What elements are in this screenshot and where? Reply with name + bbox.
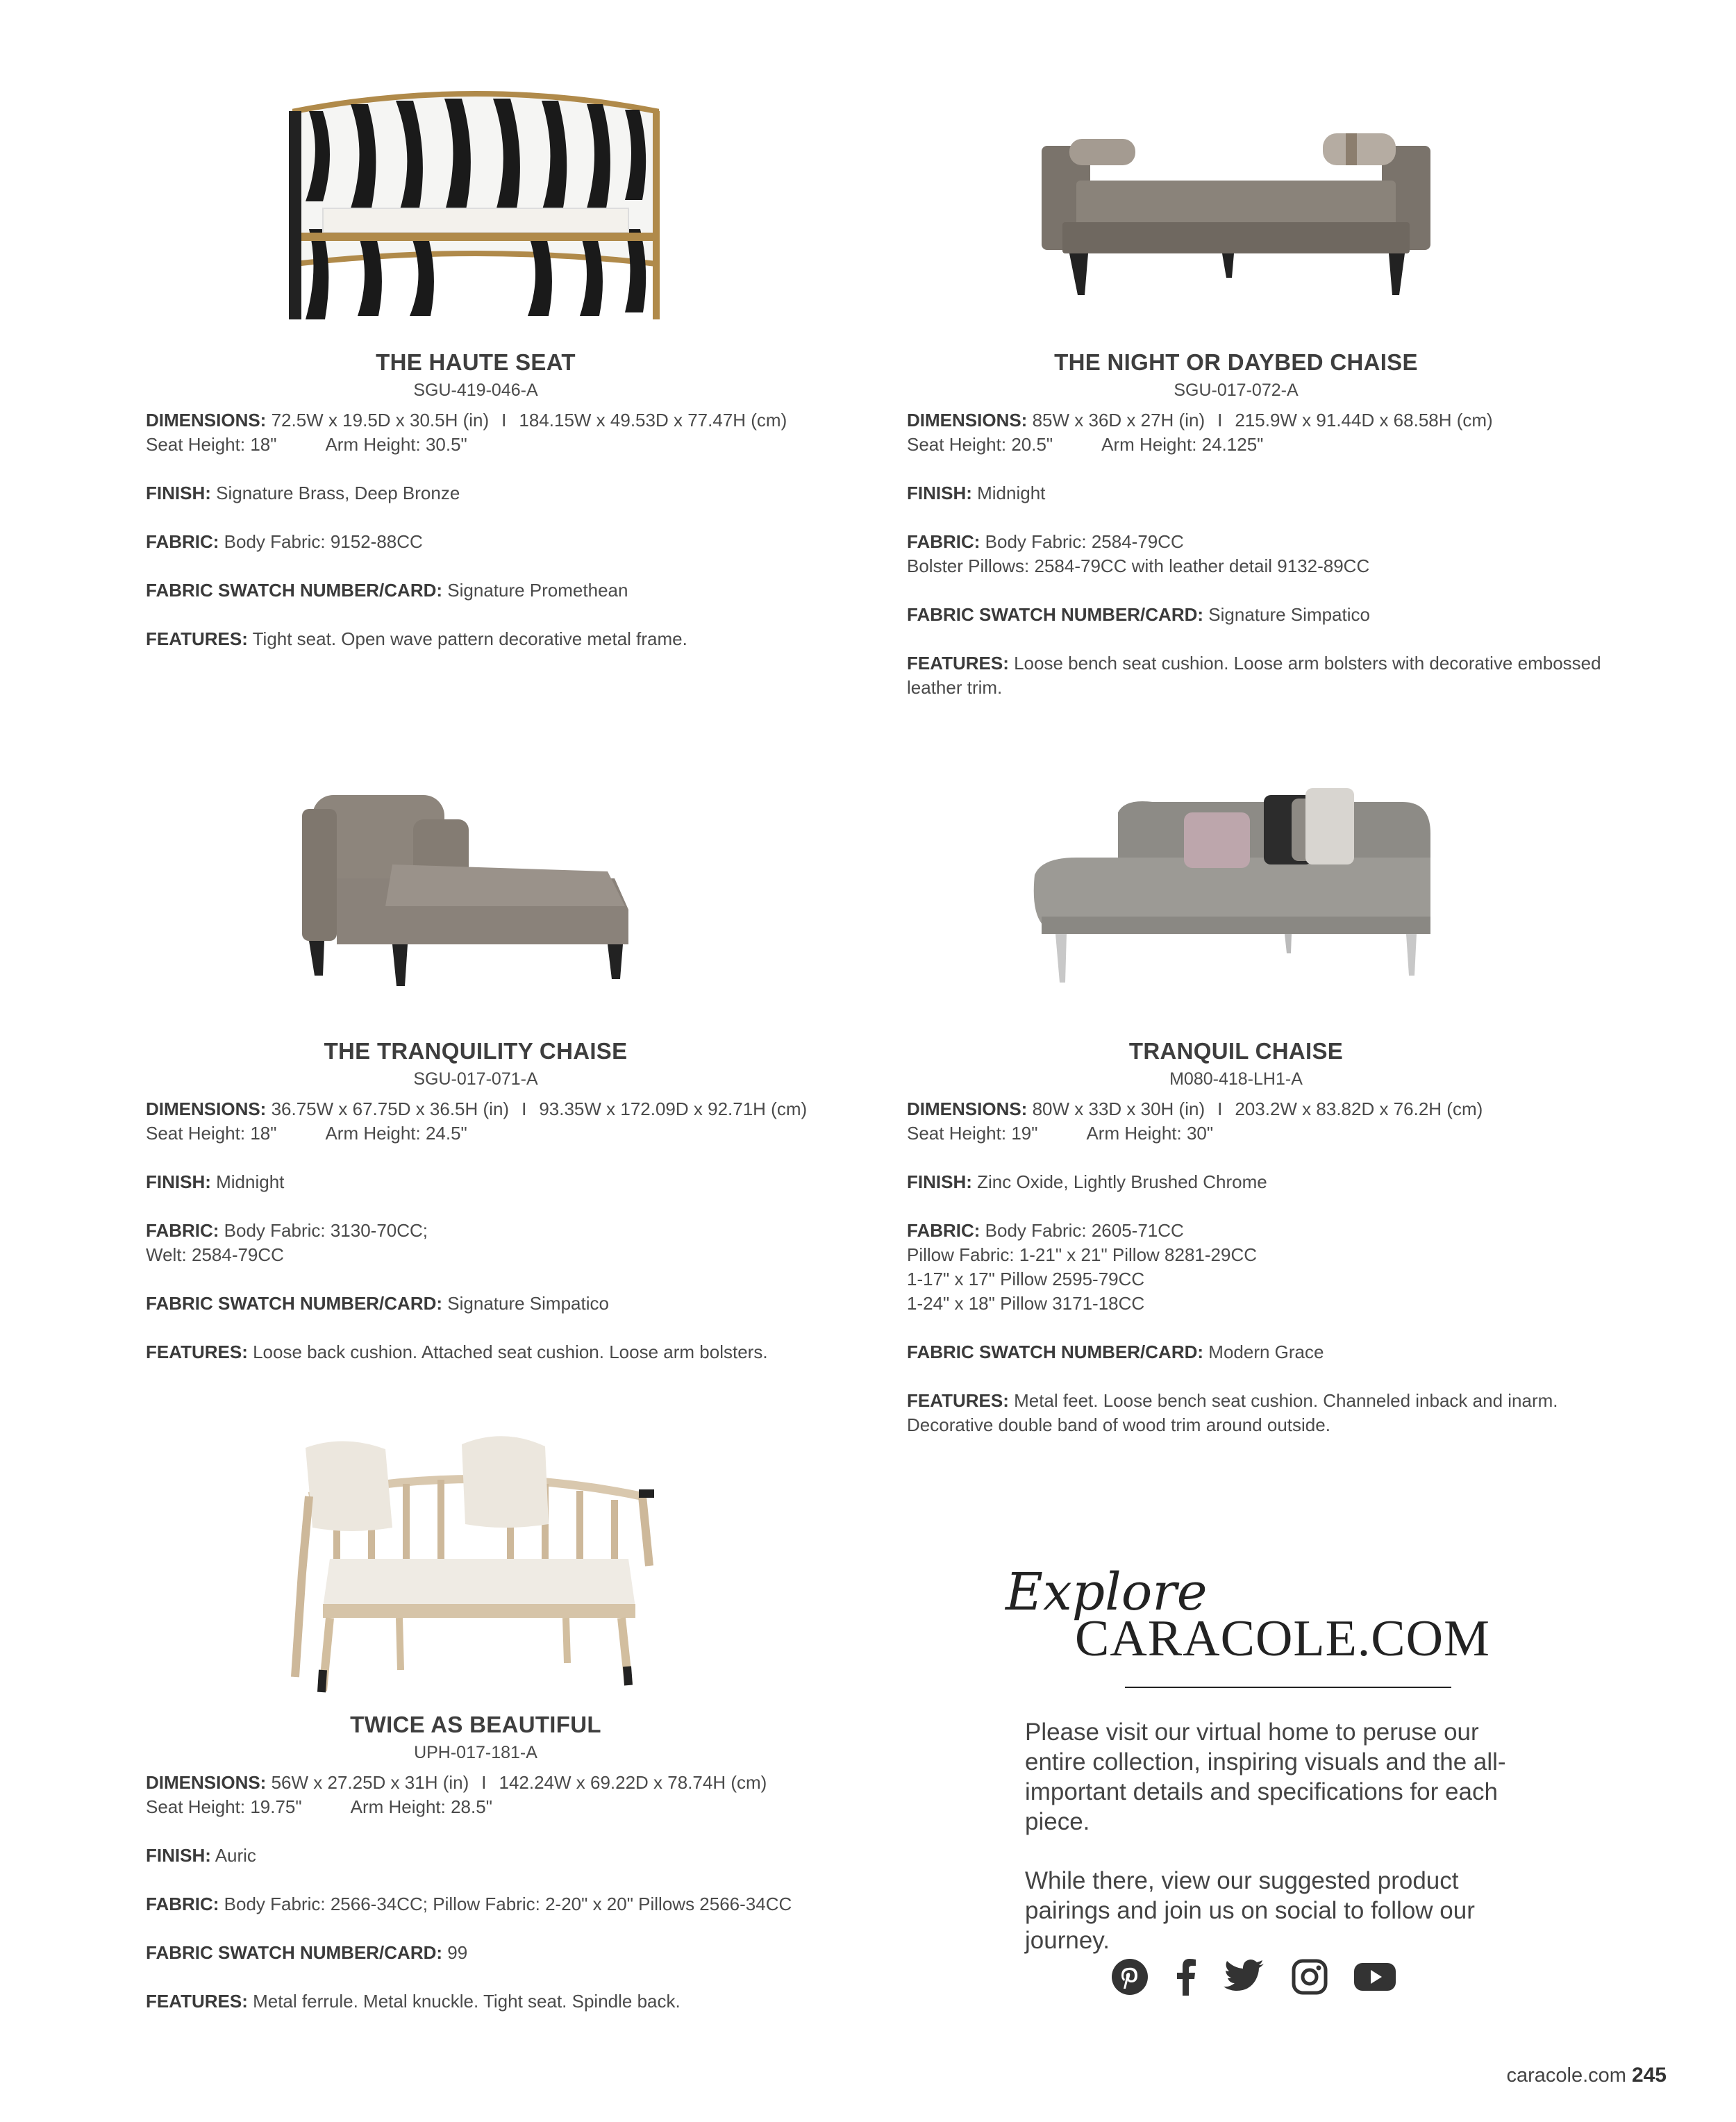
product-title: TWICE AS BEAUTIFUL bbox=[350, 1712, 601, 1737]
explore-paragraph-2: While there, view our suggested product pairings and join us on social to follow our journey. bbox=[1025, 1867, 1475, 1954]
product-code: SGU-017-071-A bbox=[413, 1069, 538, 1089]
explore-divider bbox=[1125, 1687, 1451, 1688]
finish: FINISH: Zinc Oxide, Lightly Brushed Chrome bbox=[907, 1171, 1267, 1192]
explore-text bbox=[1025, 1717, 1511, 1955]
dimensions: DIMENSIONS: 80W x 33D x 30H (in) I 203.2W x 83.82D x 76.2H (cm) Seat Height: 19" Arm Height: 30" bbox=[907, 1098, 1483, 1144]
product-specs bbox=[146, 1097, 868, 1389]
dimensions: DIMENSIONS: 36.75W x 67.75D x 36.5H (in) I 93.35W x 172.09D x 92.71H (cm) Seat Height: 18" Arm Height: 24.5" bbox=[146, 1098, 808, 1144]
fabric-swatch: FABRIC SWATCH NUMBER/CARD: 99 bbox=[146, 1942, 468, 1963]
pinterest-icon[interactable] bbox=[1111, 1958, 1149, 1999]
product-specs bbox=[146, 408, 868, 676]
product-title: TRANQUIL CHAISE bbox=[1128, 1038, 1344, 1064]
features: FEATURES: Tight seat. Open wave pattern decorative metal frame. bbox=[146, 628, 687, 649]
fabric-swatch: FABRIC SWATCH NUMBER/CARD: Signature Simpatico bbox=[907, 604, 1370, 625]
finish: FINISH: Midnight bbox=[907, 483, 1046, 503]
dimensions: DIMENSIONS: 72.5W x 19.5D x 30.5H (in) I 184.15W x 49.53D x 77.47H (cm) Seat Height: 18" Arm Height: 30.5" bbox=[146, 410, 787, 455]
page-footer bbox=[1506, 2064, 1667, 2087]
fabric: FABRIC: Body Fabric: 2584-79CC Bolster Pillows: 2584-79CC with leather detail 9132-89CC bbox=[907, 531, 1370, 576]
product-title: THE NIGHT OR DAYBED CHAISE bbox=[1054, 349, 1418, 375]
twitter-icon[interactable] bbox=[1224, 1960, 1265, 1998]
product-title: THE TRANQUILITY CHAISE bbox=[324, 1038, 628, 1064]
product-specs bbox=[907, 1097, 1629, 1462]
product-code: SGU-419-046-A bbox=[413, 381, 538, 400]
fabric: FABRIC: Body Fabric: 9152-88CC bbox=[146, 531, 423, 552]
finish: FINISH: Auric bbox=[146, 1845, 256, 1866]
finish: FINISH: Signature Brass, Deep Bronze bbox=[146, 483, 460, 503]
product-specs bbox=[146, 1771, 868, 2038]
product-image bbox=[875, 771, 1597, 993]
product-code: UPH-017-181-A bbox=[414, 1743, 537, 1762]
facebook-icon[interactable] bbox=[1175, 1958, 1197, 1999]
explore-script-title: Explore bbox=[1005, 1562, 1208, 1622]
footer-site[interactable]: caracole.com bbox=[1506, 2064, 1626, 2087]
product-code: M080-418-LH1-A bbox=[1169, 1069, 1303, 1089]
product-code: SGU-017-072-A bbox=[1174, 381, 1299, 400]
explore-brand[interactable]: CARACOLE.COM bbox=[1075, 1610, 1490, 1667]
explore-paragraph-1: Please visit our virtual home to peruse our entire collection, inspiring visuals and the all-important details and specifications for each piece. bbox=[1025, 1719, 1506, 1835]
explore-panel bbox=[1005, 1562, 1561, 1985]
product-title: THE HAUTE SEAT bbox=[376, 349, 576, 375]
fabric: FABRIC: Body Fabric: 2605-71CC Pillow Fabric: 1-21" x 21" Pillow 8281-29CC 1-17" x 17" Pillow 2595-79CC 1-24" x 18" Pillow 3171-18CC bbox=[907, 1220, 1258, 1314]
dimensions: DIMENSIONS: 85W x 36D x 27H (in) I 215.9W x 91.44D x 68.58H (cm) Seat Height: 20.5" Arm Height: 24.125" bbox=[907, 410, 1493, 455]
finish: FINISH: Midnight bbox=[146, 1171, 285, 1192]
fabric: FABRIC: Body Fabric: 3130-70CC; Welt: 2584-79CC bbox=[146, 1220, 428, 1265]
fabric: FABRIC: Body Fabric: 2566-34CC; Pillow Fabric: 2-20" x 20" Pillows 2566-34CC bbox=[146, 1894, 792, 1914]
dimensions: DIMENSIONS: 56W x 27.25D x 31H (in) I 142.24W x 69.22D x 78.74H (cm) Seat Height: 19.75" Arm Height: 28.5" bbox=[146, 1772, 767, 1817]
fabric-swatch: FABRIC SWATCH NUMBER/CARD: Modern Grace bbox=[907, 1342, 1324, 1362]
product-image bbox=[115, 1406, 837, 1698]
instagram-icon[interactable] bbox=[1292, 1959, 1328, 1998]
features: FEATURES: Metal feet. Loose bench seat cushion. Channeled inback and inarm. Decorative double band of wood trim around outside. bbox=[907, 1390, 1558, 1435]
product-specs bbox=[907, 408, 1629, 724]
product-image bbox=[875, 118, 1597, 312]
product-image bbox=[115, 767, 837, 989]
fabric-swatch: FABRIC SWATCH NUMBER/CARD: Signature Promethean bbox=[146, 580, 628, 601]
product-image bbox=[115, 83, 837, 333]
features: FEATURES: Loose bench seat cushion. Loose arm bolsters with decorative embossed leather trim. bbox=[907, 653, 1601, 698]
youtube-icon[interactable] bbox=[1354, 1962, 1396, 1996]
fabric-swatch: FABRIC SWATCH NUMBER/CARD: Signature Simpatico bbox=[146, 1293, 609, 1314]
social-links bbox=[1111, 1958, 1396, 1999]
page-number: 245 bbox=[1631, 2064, 1667, 2087]
features: FEATURES: Loose back cushion. Attached seat cushion. Loose arm bolsters. bbox=[146, 1342, 768, 1362]
features: FEATURES: Metal ferrule. Metal knuckle. Tight seat. Spindle back. bbox=[146, 1991, 681, 2012]
